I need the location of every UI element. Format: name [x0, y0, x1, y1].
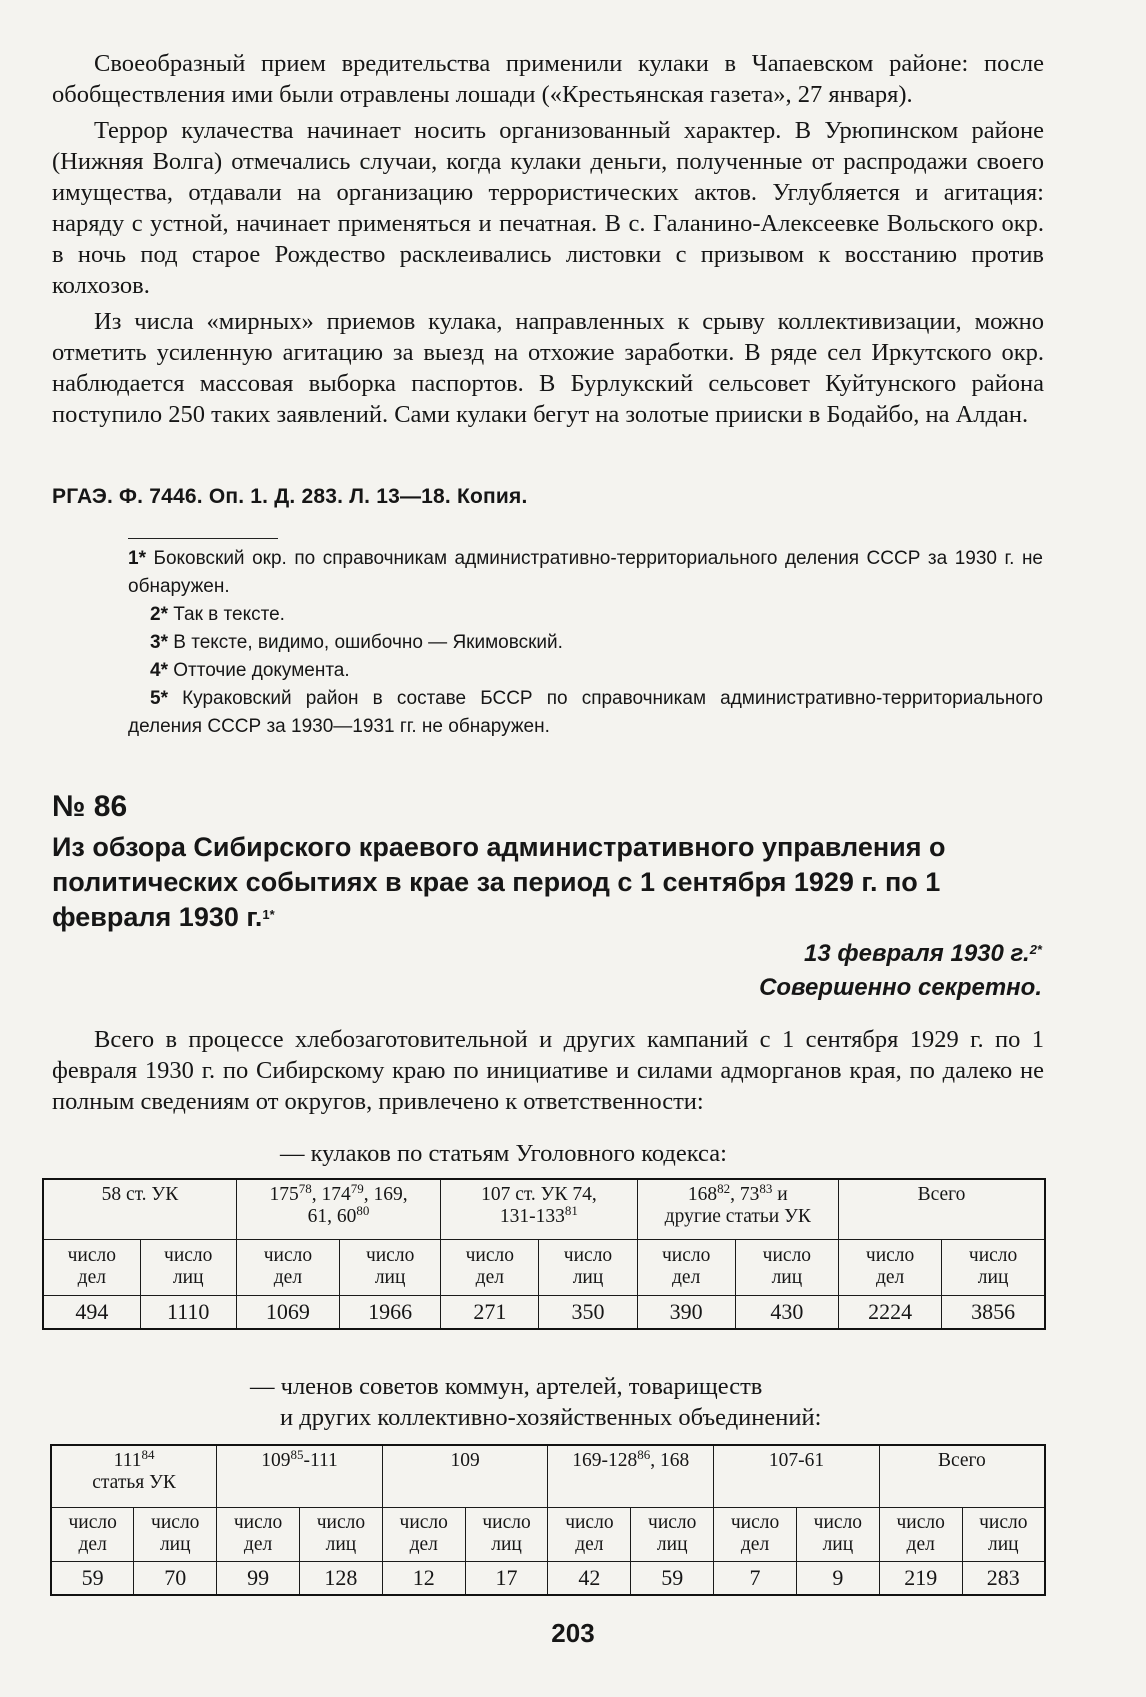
paragraph: Своеобразный прием вредительства применили кулаки в Чапаевском районе: после обобществления ими были отравлены лошади («Крестьянская газета», 27 января). — [52, 50, 1044, 108]
footnote — [128, 545, 1043, 601]
subheader-cell: число лиц — [942, 1239, 1045, 1295]
table1-caption: — кулаков по статьям Уголовного кодекса: — [280, 1140, 727, 1167]
value-cell: 2224 — [838, 1295, 941, 1329]
document-date: 13 февраля 1930 г.$^{2*}$ — [804, 940, 1042, 967]
column-group-header: 58 ст. УК — [43, 1179, 236, 1239]
column-group-header: $168^{82}$, $73^{83}$ и другие статьи УК — [637, 1179, 838, 1239]
paragraph: Всего в процессе хлебозаготовительной и других кампаний с 1 сентября 1929 г. по 1 февраля 1930 г. по Сибирскому краю по инициативе и силами адморганов края, по далеко не полным сведениям от округов, привлечено к ответственности: — [52, 1026, 1044, 1115]
value-cell: 9 — [796, 1561, 879, 1595]
date-footnote-mark: 2* — [1029, 942, 1042, 957]
value-cell: 12 — [382, 1561, 465, 1595]
subheader-cell: число лиц — [962, 1507, 1045, 1561]
value-cell: 3856 — [942, 1295, 1045, 1329]
value-cell: 271 — [441, 1295, 539, 1329]
subheader-cell: число лиц — [340, 1239, 441, 1295]
footnote-mark: 2* — [150, 604, 168, 625]
footnote-text: Кураковский район в составе БССР по справочникам административно-территориального деления СССР за 1930—1931 гг. не обнаружен. — [128, 688, 1044, 737]
column-group-header: $111^{84}$ статья УК — [51, 1445, 217, 1507]
footnote-divider — [128, 538, 278, 539]
column-group-header: $169-128^{86}$, 168 — [548, 1445, 714, 1507]
footnote — [128, 601, 1043, 629]
footnote-mark: 5* — [150, 688, 168, 709]
table2-caption: — членов советов коммун, артелей, товариществ и других коллективно-хозяйственных объединений: — [250, 1373, 822, 1431]
column-group-header: $175^{78}$, $174^{79}$, 169, 61, $60^{80}$ — [236, 1179, 440, 1239]
value-cell: 1069 — [236, 1295, 339, 1329]
value-cell: 59 — [51, 1561, 134, 1595]
table-subheader-row — [51, 1507, 1045, 1561]
intro-text — [52, 48, 1044, 430]
subheader-cell: число дел — [43, 1239, 140, 1295]
value-cell: 128 — [299, 1561, 382, 1595]
table-header-row — [51, 1445, 1045, 1507]
subheader-cell: число дел — [51, 1507, 134, 1561]
subheader-cell: число лиц — [631, 1507, 714, 1561]
subheader-cell: число дел — [879, 1507, 962, 1561]
value-cell: 390 — [637, 1295, 735, 1329]
table-row — [43, 1295, 1045, 1329]
footnote-text: Боковский окр. по справочникам административно-территориального деления СССР за 1930 г. не обнаружен. — [128, 548, 1043, 597]
value-cell: 70 — [134, 1561, 217, 1595]
footnote-mark: 3* — [150, 632, 168, 653]
footnote-text: В тексте, видимо, ошибочно — Якимовский. — [173, 632, 563, 653]
footnote-text: Отточие документа. — [173, 660, 350, 681]
subheader-cell: число дел — [382, 1507, 465, 1561]
footnote — [128, 685, 1043, 741]
value-cell: 7 — [714, 1561, 797, 1595]
subheader-cell: число дел — [714, 1507, 797, 1561]
value-cell: 283 — [962, 1561, 1045, 1595]
subheader-cell: число лиц — [539, 1239, 637, 1295]
footnote — [128, 657, 1043, 685]
document-number: № 86 — [52, 790, 128, 823]
paragraph: Из числа «мирных» приемов кулака, направленных к срыву коллективизации, можно отметить усиленную агитацию за выезд на отхожие заработки. В ряде сел Иркутского окр. наблюдается массовая выборка паспортов. В Бурлукский сельсовет Куйтунского района поступило 250 таких заявлений. Сами кулаки бегут на золотые прииски в Бодайбо, на Алдан. — [52, 308, 1044, 428]
table-subheader-row — [43, 1239, 1045, 1295]
subheader-cell: число дел — [637, 1239, 735, 1295]
value-cell: 350 — [539, 1295, 637, 1329]
footnote — [128, 629, 1043, 657]
collectives-table — [50, 1444, 1046, 1596]
value-cell: 99 — [217, 1561, 300, 1595]
column-group-header: Всего — [838, 1179, 1045, 1239]
kulaks-table — [42, 1178, 1046, 1330]
value-cell: 494 — [43, 1295, 140, 1329]
subheader-cell: число лиц — [140, 1239, 236, 1295]
classification-stamp: Совершенно секретно. — [759, 974, 1042, 1001]
column-group-header: 107 ст. УК 74, $131-133^{81}$ — [441, 1179, 637, 1239]
subheader-cell: число дел — [217, 1507, 300, 1561]
subheader-cell: число лиц — [465, 1507, 548, 1561]
body-text — [52, 1024, 1044, 1117]
footnote-mark: 1* — [128, 548, 146, 569]
column-group-header: $109^{85}-111$ — [217, 1445, 383, 1507]
column-group-header: 109 — [382, 1445, 548, 1507]
subheader-cell: число дел — [548, 1507, 631, 1561]
subheader-cell: число дел — [838, 1239, 941, 1295]
column-group-header: Всего — [879, 1445, 1045, 1507]
title-footnote-mark: 1* — [262, 907, 275, 922]
value-cell: 17 — [465, 1561, 548, 1595]
value-cell: 42 — [548, 1561, 631, 1595]
document-title: Из обзора Сибирского краевого административного управления о политических событиях в крае за период с 1 сентября 1929 г. по 1 февраля 1930 г.$^{1*}$ — [52, 832, 946, 932]
subheader-cell: число дел — [236, 1239, 339, 1295]
value-cell: 219 — [879, 1561, 962, 1595]
subheader-cell: число лиц — [735, 1239, 838, 1295]
value-cell: 1966 — [340, 1295, 441, 1329]
table-row — [51, 1561, 1045, 1595]
page-number: 203 — [551, 1618, 595, 1648]
subheader-cell: число лиц — [299, 1507, 382, 1561]
value-cell: 430 — [735, 1295, 838, 1329]
subheader-cell: число лиц — [796, 1507, 879, 1561]
subheader-cell: число лиц — [134, 1507, 217, 1561]
archive-source: РГАЭ. Ф. 7446. Оп. 1. Д. 283. Л. 13—18. Копия. — [52, 485, 528, 508]
value-cell: 59 — [631, 1561, 714, 1595]
footnote-text: Так в тексте. — [173, 604, 285, 625]
subheader-cell: число дел — [441, 1239, 539, 1295]
footnote-mark: 4* — [150, 660, 168, 681]
paragraph: Террор кулачества начинает носить организованный характер. В Урюпинском районе (Нижняя Волга) отмечались случаи, когда кулаки деньги, полученные от распродажи своего имущества, отдавали на организацию террористических актов. Углубляется и агитация: наряду с устной, начинает применяться и печатная. В с. Галанино-Алексеевке Вольского окр. в ночь под старое Рождество расклеивались листовки с призывом к восстанию против колхозов. — [52, 117, 1044, 299]
column-group-header: 107-61 — [714, 1445, 880, 1507]
footnotes — [128, 545, 1043, 741]
table-header-row — [43, 1179, 1045, 1239]
value-cell: 1110 — [140, 1295, 236, 1329]
